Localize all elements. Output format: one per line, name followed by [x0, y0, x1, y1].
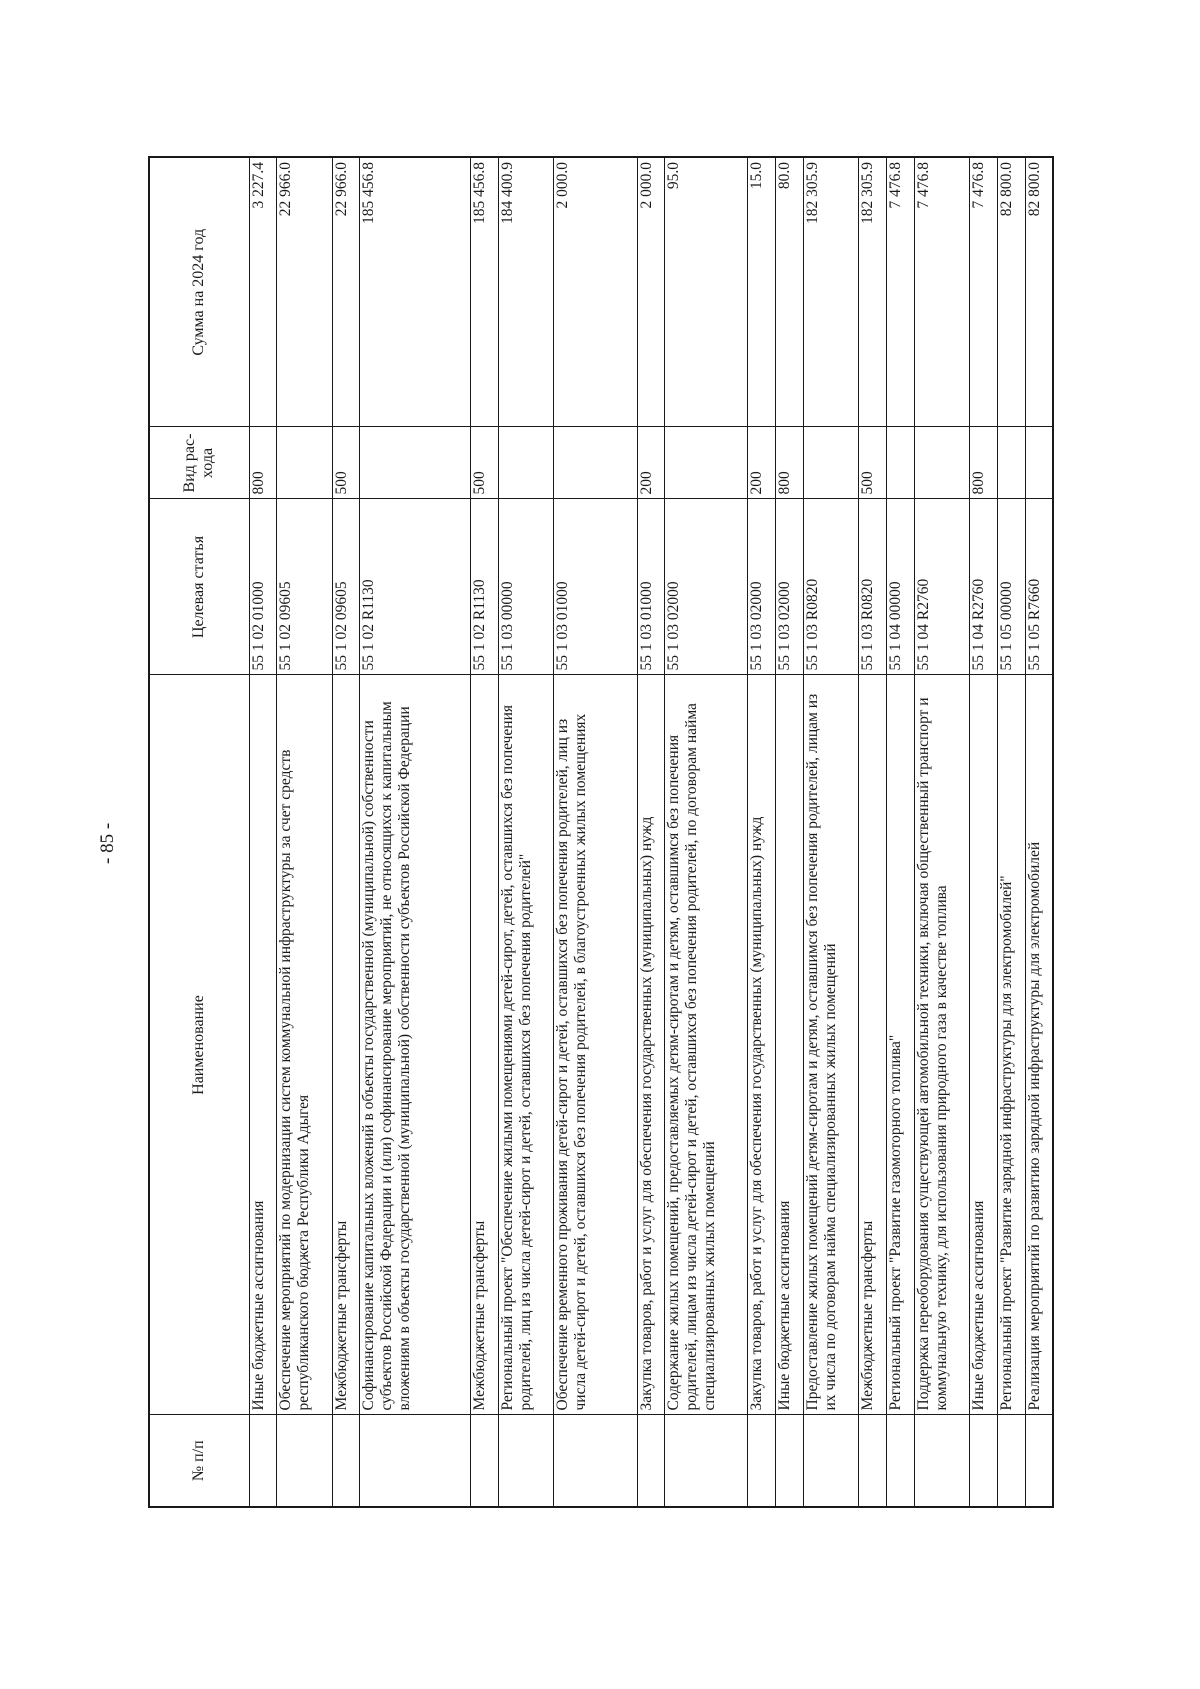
cell-code: 55 1 03 01000 — [637, 499, 665, 675]
cell-num — [1025, 1415, 1053, 1507]
cell-name: Поддержка переоборудования существующей автомобильной техники, включая общественный транспорт и коммунальную технику, для использования природного газа в качестве топлива — [914, 675, 969, 1415]
cell-code: 55 1 03 02000 — [665, 499, 748, 675]
cell-num — [748, 1415, 776, 1507]
cell-sum: 3 227.4 — [249, 157, 277, 427]
cell-vid: 800 — [970, 427, 998, 499]
cell-name: Закупка товаров, работ и услуг для обеспечения государственных (муниципальных) нужд — [637, 675, 665, 1415]
cell-vid — [360, 427, 471, 499]
cell-vid — [887, 427, 915, 499]
cell-sum: 7 476.8 — [914, 157, 969, 427]
cell-sum: 182 305.9 — [859, 157, 887, 427]
cell-num — [803, 1415, 858, 1507]
cell-num — [554, 1415, 637, 1507]
cell-code: 55 1 04 00000 — [887, 499, 915, 675]
budget-table — [148, 156, 1054, 1508]
cell-sum: 22 966.0 — [277, 157, 332, 427]
cell-sum: 7 476.8 — [970, 157, 998, 427]
cell-name: Закупка товаров, работ и услуг для обеспечения государственных (муниципальных) нужд — [748, 675, 776, 1415]
cell-code: 55 1 04 R2760 — [914, 499, 969, 675]
cell-code: 55 1 02 09605 — [332, 499, 360, 675]
header-sum: Сумма на 2024 год — [149, 157, 249, 427]
cell-sum: 15.0 — [748, 157, 776, 427]
cell-name: Региональный проект "Развитие зарядной инфраструктуры для электромобилей" — [997, 675, 1025, 1415]
cell-code: 55 1 03 01000 — [554, 499, 637, 675]
cell-code: 55 1 02 01000 — [249, 499, 277, 675]
table-row — [970, 157, 998, 1507]
cell-sum: 82 800.0 — [997, 157, 1025, 427]
cell-vid — [803, 427, 858, 499]
cell-code: 55 1 03 00000 — [498, 499, 553, 675]
cell-vid — [914, 427, 969, 499]
table-row — [332, 157, 360, 1507]
cell-num — [859, 1415, 887, 1507]
table-row — [360, 157, 471, 1507]
cell-num — [471, 1415, 499, 1507]
cell-num — [887, 1415, 915, 1507]
cell-sum: 7 476.8 — [887, 157, 915, 427]
cell-vid: 200 — [748, 427, 776, 499]
rotated-table-container — [148, 158, 1054, 1508]
cell-num — [776, 1415, 804, 1507]
cell-vid — [665, 427, 748, 499]
cell-code: 55 1 03 R0820 — [859, 499, 887, 675]
table-row — [637, 157, 665, 1507]
cell-name: Межбюджетные трансферты — [471, 675, 499, 1415]
cell-code: 55 1 03 R0820 — [803, 499, 858, 675]
cell-code: 55 1 02 09605 — [277, 499, 332, 675]
cell-name: Межбюджетные трансферты — [859, 675, 887, 1415]
header-name: Наименование — [149, 675, 249, 1415]
table-row — [803, 157, 858, 1507]
cell-code: 55 1 03 02000 — [776, 499, 804, 675]
table-row — [498, 157, 553, 1507]
table-row — [471, 157, 499, 1507]
cell-sum: 82 800.0 — [1025, 157, 1053, 427]
cell-vid: 200 — [637, 427, 665, 499]
cell-vid — [554, 427, 637, 499]
cell-vid: 800 — [776, 427, 804, 499]
cell-code: 55 1 02 R1130 — [471, 499, 499, 675]
cell-num — [360, 1415, 471, 1507]
table-row — [665, 157, 748, 1507]
table-row — [1025, 157, 1053, 1507]
cell-num — [914, 1415, 969, 1507]
cell-code: 55 1 05 00000 — [997, 499, 1025, 675]
table-row — [914, 157, 969, 1507]
cell-name: Иные бюджетные ассигнования — [776, 675, 804, 1415]
cell-vid: 500 — [471, 427, 499, 499]
cell-name: Реализация мероприятий по развитию зарядной инфраструктуры для электромобилей — [1025, 675, 1053, 1415]
cell-sum: 184 400.9 — [498, 157, 553, 427]
cell-num — [277, 1415, 332, 1507]
table-row — [277, 157, 332, 1507]
cell-vid — [277, 427, 332, 499]
cell-code: 55 1 05 R7660 — [1025, 499, 1053, 675]
cell-vid — [997, 427, 1025, 499]
cell-name: Обеспечение временного проживания детей-сирот и детей, оставшихся без попечения родителей, лиц из числа детей-сирот и детей, оставшихся без попечения родителей, в благоустроенных жилых помещениях — [554, 675, 637, 1415]
cell-num — [498, 1415, 553, 1507]
table-row — [748, 157, 776, 1507]
cell-sum: 185 456.8 — [471, 157, 499, 427]
table-row — [859, 157, 887, 1507]
cell-name: Региональный проект "Развитие газомоторного топлива" — [887, 675, 915, 1415]
cell-sum: 22 966.0 — [332, 157, 360, 427]
cell-sum: 95.0 — [665, 157, 748, 427]
cell-vid — [498, 427, 553, 499]
header-code: Целевая статья — [149, 499, 249, 675]
cell-code: 55 1 03 02000 — [748, 499, 776, 675]
cell-sum: 185 456.8 — [360, 157, 471, 427]
cell-code: 55 1 04 R2760 — [970, 499, 998, 675]
cell-name: Софинансирование капитальных вложений в объекты государственной (муниципальной) собственности субъектов Российской Федерации и (или) софинансирование мероприятий, не относящихся к капитальным вложениям в объекты государственной (муниципальной) собственности субъектов Российской Федерации — [360, 675, 471, 1415]
cell-name: Иные бюджетные ассигнования — [249, 675, 277, 1415]
table-row — [997, 157, 1025, 1507]
cell-name: Межбюджетные трансферты — [332, 675, 360, 1415]
cell-num — [665, 1415, 748, 1507]
table-body — [249, 157, 1053, 1507]
table-header-row — [149, 157, 249, 1507]
cell-vid: 800 — [249, 427, 277, 499]
cell-sum: 80.0 — [776, 157, 804, 427]
cell-num — [997, 1415, 1025, 1507]
cell-name: Предоставление жилых помещений детям-сиротам и детям, оставшимся без попечения родителей, лицам из их числа по договорам найма специализированных жилых помещений — [803, 675, 858, 1415]
cell-sum: 182 305.9 — [803, 157, 858, 427]
table-row — [249, 157, 277, 1507]
header-num: № п/п — [149, 1415, 249, 1507]
cell-name: Обеспечение мероприятий по модернизации систем коммунальной инфраструктуры за счет средств республиканского бюджета Республики Адыгея — [277, 675, 332, 1415]
cell-vid — [1025, 427, 1053, 499]
cell-name: Содержание жилых помещений, предоставляемых детям-сиротам и детям, оставшимся без попечения родителей, лицам из числа детей-сирот и детей, оставшихся без попечения родителей, по договорам найма специализированных жилых помещений — [665, 675, 748, 1415]
cell-name: Иные бюджетные ассигнования — [970, 675, 998, 1415]
table-row — [554, 157, 637, 1507]
cell-vid: 500 — [859, 427, 887, 499]
cell-sum: 2 000.0 — [554, 157, 637, 427]
cell-num — [970, 1415, 998, 1507]
table-row — [887, 157, 915, 1507]
cell-sum: 2 000.0 — [637, 157, 665, 427]
cell-vid: 500 — [332, 427, 360, 499]
cell-name: Региональный проект "Обеспечение жилыми помещениями детей-сирот, детей, оставшихся без попечения родителей, лиц из числа детей-сирот и детей, оставшихся без попечения родителей" — [498, 675, 553, 1415]
cell-code: 55 1 02 R1130 — [360, 499, 471, 675]
table-row — [776, 157, 804, 1507]
cell-num — [332, 1415, 360, 1507]
cell-num — [637, 1415, 665, 1507]
cell-num — [249, 1415, 277, 1507]
page-number: - 85 - — [97, 822, 118, 864]
header-vid: Вид рас-хода — [149, 427, 249, 499]
